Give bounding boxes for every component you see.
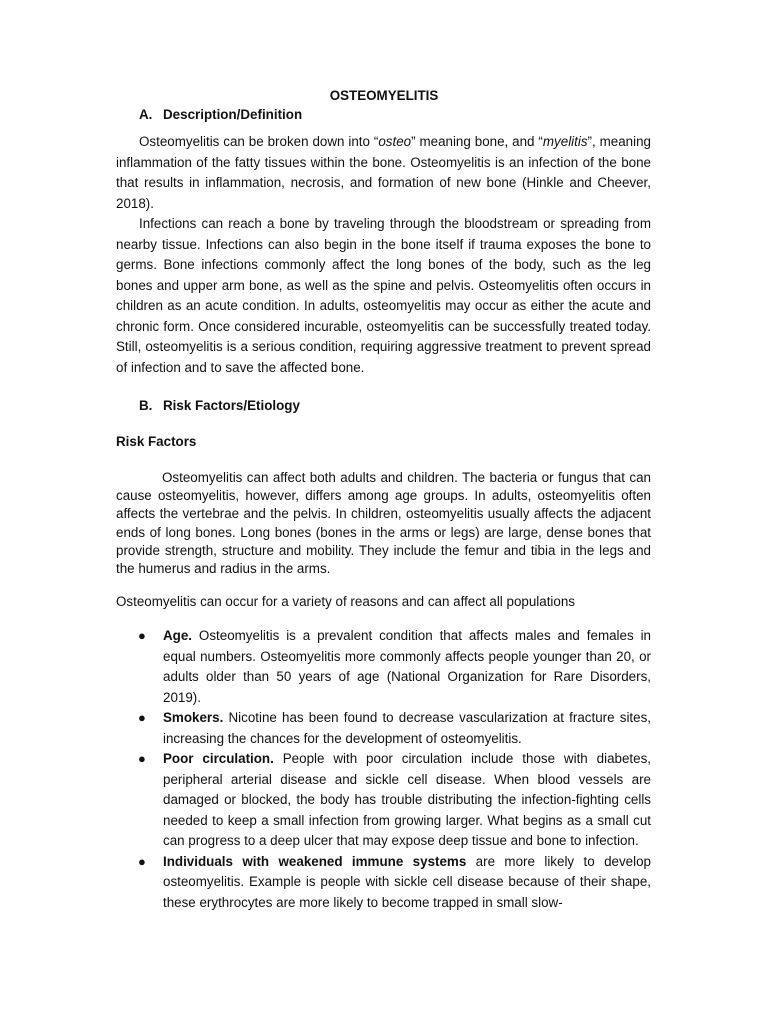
risk-factors-subheading: Risk Factors — [116, 434, 197, 449]
bullet-text: Nicotine has been found to decrease vascularization at fracture sites, increasing the chances for the development of osteomyelitis. — [163, 710, 651, 746]
risk-factors-paragraph: Osteomyelitis can affect both adults and children. The bacteria or fungus that can cause osteomyelitis, however, differs among age groups. In adults, osteomyelitis often affects the vertebrae and the pelvis. In children, osteomyelitis usually affects the adjacent ends of long bones. Long bones (bones in the arms or legs) are large, dense bones that provide strength, structure and mobility. They include the femur and tibia in the legs and the humerus and radius in the arms. — [116, 470, 651, 577]
list-item — [116, 708, 651, 749]
bullet-label: Smokers. — [163, 710, 224, 725]
bullet-label: Individuals with weakened immune systems — [163, 853, 467, 869]
section-a-paragraph-2: Infections can reach a bone by traveling through the bloodstream or spreading from nearby tissue. Infections can also begin in the bone itself if trauma exposes the bone to germs. Bone infections commonly affect the long bones of the body, such as the leg bones and upper arm bone, as well as the spine and pelvis. Osteomyelitis often occurs in children as an acute condition. In adults, osteomyelitis may occur as either the acute and chronic form. Once considered incurable, osteomyelitis can be successfully treated today. Still, osteomyelitis is a serious condition, requiring aggressive treatment to prevent spread of infection and to save the affected bone. — [116, 216, 651, 375]
section-b-title: Risk Factors/Etiology — [163, 398, 300, 413]
bullet-text: People with poor circulation include those with diabetes, peripheral arterial disease and sickle cell disease. When blood vessels are damaged or blocked, the body has trouble distributing the infection-fighting cells needed to keep a small infection from growing larger. What begins as a small cut can progress to a deep ulcer that may expose deep tissue and bone to infection. — [163, 751, 651, 848]
list-item — [116, 626, 651, 708]
bullet-icon: ● — [138, 853, 146, 869]
bullet-icon: ● — [138, 628, 146, 643]
section-a-title: Description/Definition — [163, 107, 303, 122]
bullet-text: are more likely to develop osteomyelitis. Example is people with sickle cell disease because of their shape, these erythrocytes are more likely to become trapped in small slow- — [163, 853, 651, 910]
section-b-heading — [139, 398, 300, 413]
list-item — [116, 749, 651, 852]
p1-term-osteo: osteo — [378, 134, 412, 149]
bullet-text: Osteomyelitis is a prevalent condition that affects males and females in equal numbers. Osteomyelitis more commonly affects people younger than 20, or adults older than 50 years of age (National Organization for Rare Disorders, 2019). — [163, 628, 651, 705]
p1-text-3: ”, meaning inflammation of the fatty tissues within the bone. Osteomyelitis is an infection of the bone that results in inflammation, necrosis, and formation of new bone (Hinkle and Cheever, 2018). — [116, 134, 651, 211]
bullet-label: Poor circulation. — [163, 751, 274, 766]
p1-text-1: Osteomyelitis can be broken down into “ — [139, 134, 379, 149]
bullet-icon: ● — [138, 751, 146, 766]
section-a-paragraph-1 — [116, 132, 651, 214]
risk-factor-list — [116, 626, 651, 913]
section-b-letter: B. — [139, 398, 153, 413]
document-title: OSTEOMYELITIS — [329, 88, 439, 103]
p1-text-2: ” meaning bone, and “ — [411, 134, 543, 149]
bullet-label: Age. — [163, 628, 193, 643]
bullet-icon: ● — [138, 710, 146, 725]
section-a-heading — [139, 107, 302, 122]
list-item — [116, 852, 651, 914]
populations-paragraph: Osteomyelitis can occur for a variety of reasons and can affect all populations — [116, 594, 575, 609]
section-a-letter: A. — [139, 107, 153, 122]
p1-term-myelitis: myelitis — [542, 134, 588, 149]
